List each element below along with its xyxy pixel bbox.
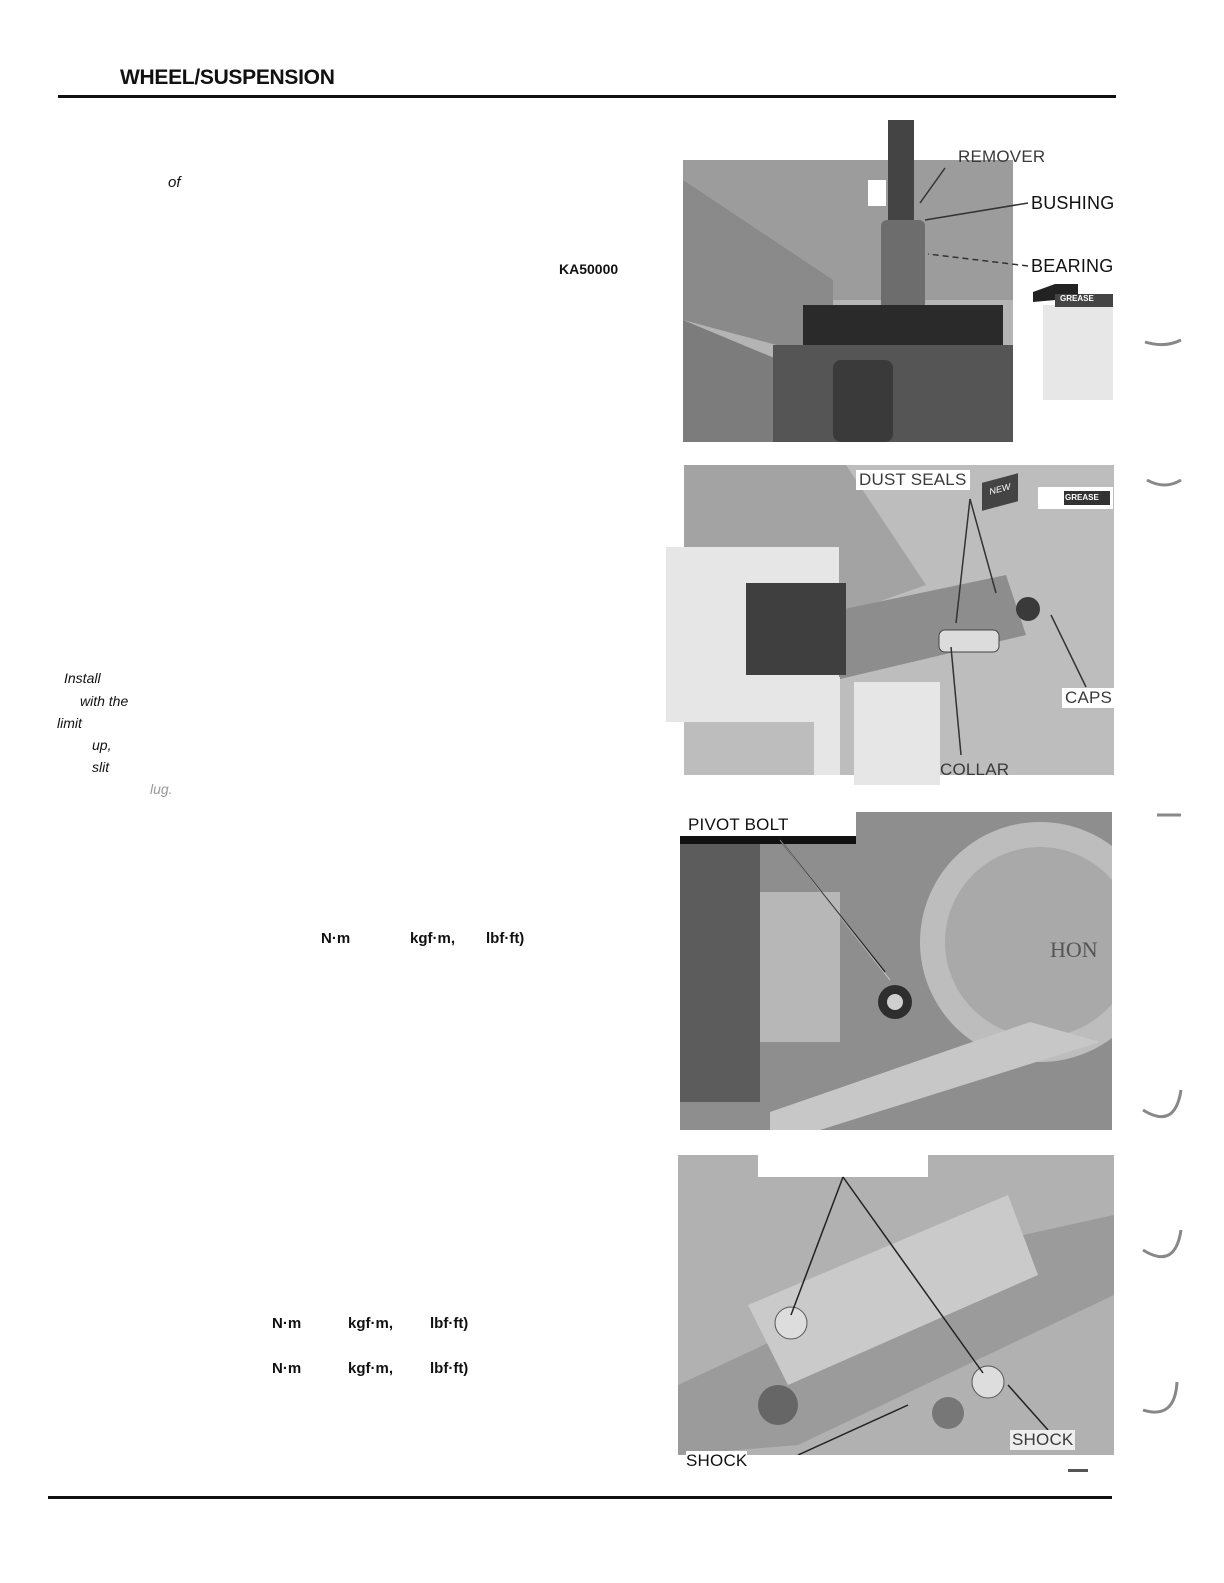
figure-shock-mounts <box>678 1155 1114 1455</box>
callout-pivot-bolt: PIVOT BOLT <box>688 815 789 834</box>
callout-caps: CAPS <box>1062 688 1115 708</box>
dust-seals-photo <box>666 465 1114 785</box>
callout-shock-right: SHOCK <box>1012 1430 1074 1449</box>
torque-unit-nm: N·m <box>321 930 351 947</box>
callout-bearing: BEARING <box>1031 256 1114 276</box>
grease-icon: GREASE <box>1065 493 1099 502</box>
figure-pivot-bolt <box>680 812 1112 1130</box>
figure-dust-seals <box>666 465 1114 785</box>
torque-unit-nm: N·m <box>272 1315 302 1332</box>
callout-bushing: BUSHING <box>1031 193 1115 213</box>
brand-emblem: HON <box>1050 937 1098 962</box>
pivot-bolt-photo <box>680 812 1112 1130</box>
callout-shock-left: SHOCK <box>686 1451 748 1470</box>
text-fragment: with the <box>80 693 129 709</box>
text-fragment: Install <box>64 670 101 686</box>
torque-unit-kgfm: kgf·m, <box>348 1315 393 1332</box>
callout-remover: REMOVER <box>958 147 1046 166</box>
page-header-title: WHEEL/SUSPENSION <box>120 66 335 89</box>
footer-rule <box>48 1496 1112 1499</box>
text-fragment: limit <box>57 715 82 731</box>
text-fragment: slit <box>92 759 110 775</box>
torque-unit-kgfm: kgf·m, <box>410 930 455 947</box>
torque-unit-lbfft: lbf·ft) <box>486 930 525 947</box>
shock-mounts-photo <box>678 1155 1114 1455</box>
grease-icon: GREASE <box>1060 294 1094 303</box>
binder-tab-marks <box>1135 320 1195 1430</box>
callout-dust-seals: DUST SEALS <box>856 470 970 490</box>
figure-bearing-removal <box>683 120 1113 442</box>
tick-mark <box>1068 1469 1088 1472</box>
callout-collar: COLLAR <box>940 760 1010 779</box>
torque-unit-kgfm: kgf·m, <box>348 1360 393 1377</box>
torque-unit-nm: N·m <box>272 1360 302 1377</box>
text-fragment: lug. <box>150 781 173 797</box>
header-rule <box>58 95 1116 98</box>
text-fragment: of <box>168 174 181 191</box>
bearing-removal-photo <box>683 120 1113 442</box>
torque-unit-lbfft: lbf·ft) <box>430 1360 469 1377</box>
new-part-icon: NEW <box>982 473 1018 511</box>
tool-number: KA50000 <box>559 261 619 277</box>
torque-unit-lbfft: lbf·ft) <box>430 1315 469 1332</box>
text-fragment: up, <box>92 737 112 753</box>
